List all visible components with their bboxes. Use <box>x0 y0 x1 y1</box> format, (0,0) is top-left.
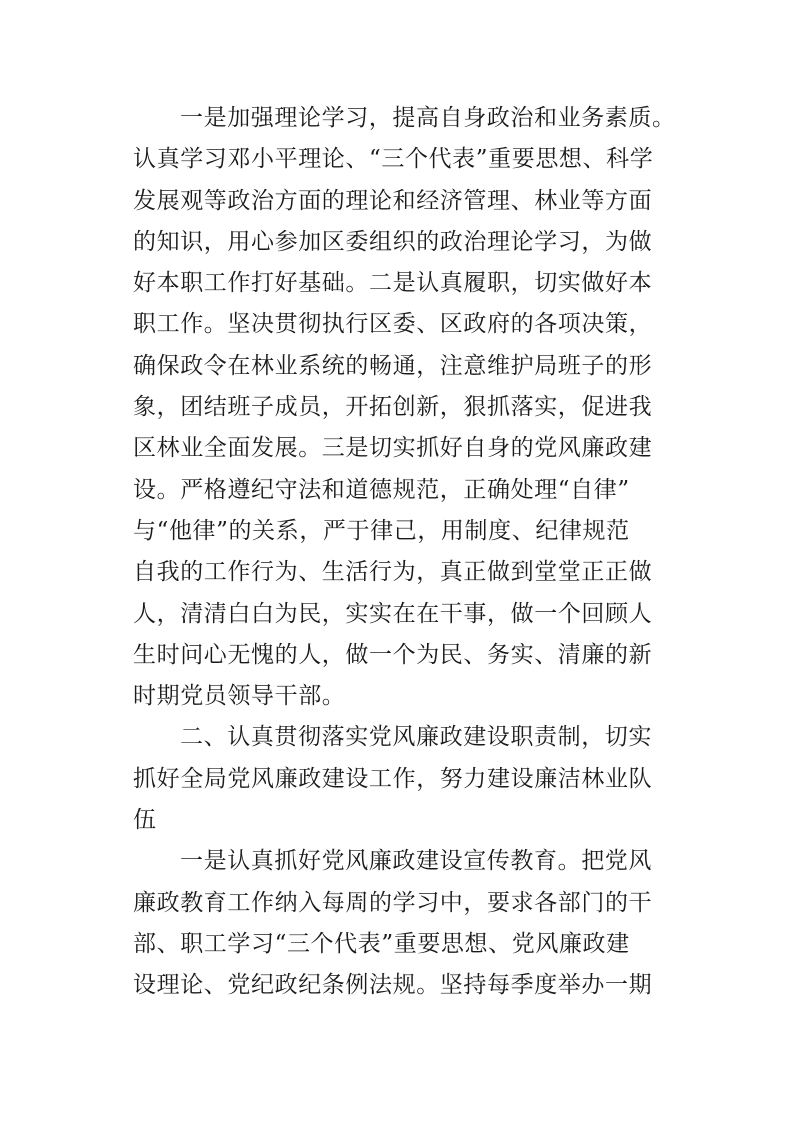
paragraph-1-line-7: 确保政令在林业系统的畅通，注意维护局班子的形 <box>133 352 653 379</box>
paragraph-2-line-4: 设理论、党纪政纪条例法规。坚持每季度举办一期 <box>133 972 653 999</box>
paragraph-1-line-1: 一是加强理论学习，提高自身政治和业务素质。 <box>180 105 676 131</box>
paragraph-1-line-10: 设。严格遵纪守法和道德规范，正确处理“自律” <box>133 476 630 503</box>
paragraph-1-line-8: 象，团结班子成员，开拓创新，狠抓落实，促进我 <box>133 394 653 421</box>
paragraph-1-line-13: 人，清清白白为民，实实在在干事，做一个回顾人 <box>133 600 653 627</box>
paragraph-1-line-14: 生时问心无愧的人，做一个为民、务实、清廉的新 <box>133 641 653 668</box>
paragraph-1-line-5: 好本职工作打好基础。二是认真履职，切实做好本 <box>133 270 653 297</box>
paragraph-1-line-11: 与“他律”的关系，严于律己，用制度、纪律规范 <box>133 517 630 544</box>
paragraph-1-line-12: 自我的工作行为、生活行为，真正做到堂堂正正做 <box>133 559 653 586</box>
paragraph-1-line-6: 职工作。坚决贯彻执行区委、区政府的各项决策， <box>133 311 653 338</box>
paragraph-1-line-3: 发展观等政治方面的理论和经济管理、林业等方面 <box>133 187 653 214</box>
section-heading-line-3: 伍 <box>133 807 157 834</box>
document-body <box>133 98 676 1007</box>
section-heading-line-1: 二、认真贯彻落实党风廉政建设职责制，切实 <box>180 724 652 751</box>
paragraph-1-line-4: 的知识，用心参加区委组织的政治理论学习，为做 <box>133 228 653 255</box>
paragraph-1-line-2: 认真学习邓小平理论、“三个代表”重要思想、科学 <box>133 146 654 173</box>
paragraph-1-line-9: 区林业全面发展。三是切实抓好自身的党风廉政建 <box>133 435 653 462</box>
paragraph-2-line-2: 廉政教育工作纳入每周的学习中，要求各部门的干 <box>133 889 653 916</box>
paragraph-1-line-15: 时期党员领导干部。 <box>133 683 346 710</box>
section-heading-line-2: 抓好全局党风廉政建设工作，努力建设廉洁林业队 <box>133 765 653 792</box>
paragraph-2-line-3: 部、职工学习“三个代表”重要思想、党风廉政建 <box>133 930 630 957</box>
paragraph-2-line-1: 一是认真抓好党风廉政建设宣传教育。把党风 <box>180 848 652 875</box>
